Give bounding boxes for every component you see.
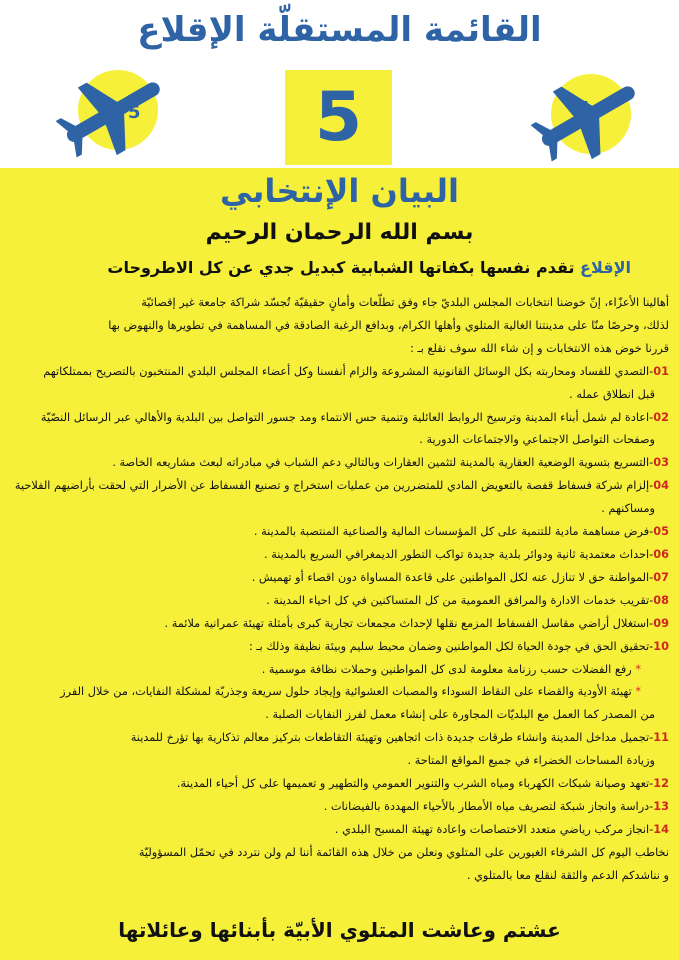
item-text: -انجاز مركب رياضي متعدد الاختصاصات واعادة تهيئة المسبح البلدي . (334, 822, 654, 836)
item-text: -احداث معتمدية ثانية ودوائر بلدية جديدة تواكب التطور الديمغرافي السريع بالمدينة . (264, 547, 654, 561)
intro-line: لذلك، وحرصًا منّا على مدينتنا الغالية المتلوي وأهلها الكرام، وبدافع الرغبة الصادقة في المساهمة في تطويرها والنهوض بها (108, 318, 669, 332)
program-item (14, 819, 669, 842)
item-number: 08 (653, 593, 669, 607)
badge-number: 5 (577, 98, 590, 119)
item-number: 09 (653, 616, 669, 630)
document-title: البيان الإنتخابي (220, 172, 459, 210)
item-number: 05 (653, 525, 669, 539)
item-number: 03 (653, 456, 669, 470)
program-item (14, 521, 669, 544)
program-item (14, 636, 669, 659)
basmala: بسم الله الرحمان الرحيم (205, 220, 474, 245)
item-number: 12 (653, 777, 669, 791)
sub-item (14, 681, 669, 704)
item-number: 10 (653, 639, 669, 653)
item-number: 14 (653, 822, 669, 836)
program-item (14, 567, 669, 590)
item-text: -فرض مساهمة مادية للتنمية على كل المؤسسات المالية والصناعية المنتصبة بالمدينة . (253, 525, 654, 539)
program-item (14, 407, 669, 430)
item-text: -دراسة وانجاز شبكة لتصريف مياه الأمطار بالأحياء المهددة بالفيضانات . (323, 799, 654, 813)
intro-line: أهالينا الأعزّاء، إنّ خوضنا انتخابات المجلس البلديّ جاء وفق تطلّعات وأمانٍ حقيقيّة تُجسّد شراكة جامعة غير إقصائيّة (141, 296, 669, 309)
item-number: 11 (653, 731, 669, 745)
badge-number: 5 (128, 102, 141, 123)
sub-item-text: رفع الفضلات حسب رزنامة معلومة لدى كل المواطنين وحملات نظافة موسمية . (261, 662, 632, 676)
airplane-icon (515, 62, 665, 162)
program-item (14, 475, 669, 498)
header-banner (0, 0, 679, 168)
item-text: -المواطنة حق لا تنازل عنه لكل المواطنين على قاعدة المساواة دون اقصاء أو تهميش . (251, 570, 654, 584)
program-item (14, 773, 669, 796)
item-text: -تقريب خدمات الادارة والمرافق العمومية من كل المتساكنين في كل احياء المدينة . (266, 593, 654, 607)
item-text: -تعهد وصيانة شبكات الكهرباء ومياه الشرب والتنوير العمومي والتطهير و تعميمها على كل أحياء المدينة. (176, 777, 654, 791)
program-item (14, 727, 669, 750)
sub-item (14, 659, 669, 682)
list-name: القائمة المستقلّة الإقلاع (137, 10, 542, 50)
item-number: 04 (653, 479, 669, 493)
item-text: -تحقيق الحق في جودة الحياة لكل المواطنين وضمان محيط سليم وبيئة نظيفة وذلك بـ : (248, 639, 654, 653)
item-number: 02 (653, 410, 669, 424)
sub-item-continuation: من المصدر كما العمل مع البلديّات المجاورة على إنشاء معمل لفرز النفايات الصلبة . (265, 708, 655, 722)
item-text: -إلزام شركة فسفاط قفصة بالتعويض المادي للمتضررين من عمليات استخراج و تصنيع الفسفاط عن الأضرار التي لحقت بأراضيهم الفلاحية (14, 479, 654, 493)
program-item (14, 796, 669, 819)
bullet-star-icon: * (631, 685, 641, 699)
outro-line: و نناشدكم الدعم والثقة لنقلع معا بالمتلوي . (466, 868, 669, 882)
sub-item-text: تهيئة الأودية والقضاء على النقاط السوداء والمصبات العشوائية وإيجاد حلول سريعة وجذريّة لمشكلة النفايات، من خلال الفرز (60, 685, 632, 699)
program-item (14, 613, 669, 636)
item-continuation: وصفحات التواصل الاجتماعي والاجتماعات الدورية . (419, 433, 655, 447)
item-continuation: ومساكنهم . (601, 502, 655, 516)
tagline-brand: الإقلاع (580, 258, 631, 277)
item-number: 01 (653, 364, 669, 378)
list-number-box: 5 (285, 70, 392, 165)
item-number: 07 (653, 570, 669, 584)
item-text: -التسريع بتسوية الوضعية العقارية بالمدينة لتثمين العقارات وبالتالي دعم الشباب في مبادراته لبعث مشاريعه الخاصة . (112, 456, 654, 470)
item-number: 06 (653, 547, 669, 561)
item-continuation: وزيادة المساحات الخضراء في جميع المواقع المتاحة . (407, 754, 655, 768)
program-item (14, 590, 669, 613)
program-item (14, 361, 669, 384)
item-text: -اعادة لم شمل أبناء المدينة وترسيخ الروابط العائلية وتنمية حس الانتماء ومد جسور التواصل بين البلدية والأهالي عبر الرسائل النصّيّة (40, 410, 654, 424)
airplane-icon (40, 58, 190, 158)
tagline-text: تقدم نفسها بكفاتها الشبابية كبديل جدي عن كل الاطروحات (107, 258, 575, 277)
program-item (14, 544, 669, 567)
intro-line: قررنا خوض هذه الانتخابات و إن شاء الله سوف نقلع بـ : (410, 341, 669, 355)
tagline (31, 258, 631, 277)
item-text: -استغلال أراضي مقاسل الفسفاط المزمع نقلها لإحداث مجمعات تجارية كبرى بأمثلة تهيئة عمرانية ملائمة . (164, 616, 654, 630)
item-text: -تجميل مداخل المدينة وانشاء طرقات جديدة ذات اتجاهين وتهيئة التقاطعات بتركيز معالم تذكارية بها تؤرخ للمدينة (130, 731, 654, 745)
bullet-star-icon: * (631, 662, 641, 676)
item-text: -التصدي للفساد ومحاربته بكل الوسائل القانونية المشروعة والزام أنفسنا وكل أعضاء المجلس البلدي المنتخبون بالتصريح بممتلكاتهم (43, 364, 654, 378)
item-number: 13 (653, 799, 669, 813)
manifesto-body (14, 292, 669, 888)
outro-line: نخاطب اليوم كل الشرفاء الغيورين على المتلوي ونعلن من خلال هذه القائمة أننا لم ولن نتردد في تحمّل المسؤوليّة (138, 845, 669, 859)
item-continuation: قبل انطلاق عمله . (569, 387, 655, 401)
program-item (14, 452, 669, 475)
closing-line: عشتم وعاشت المتلوي الأبيّة بأبنائها وعائلاتها (118, 918, 561, 942)
